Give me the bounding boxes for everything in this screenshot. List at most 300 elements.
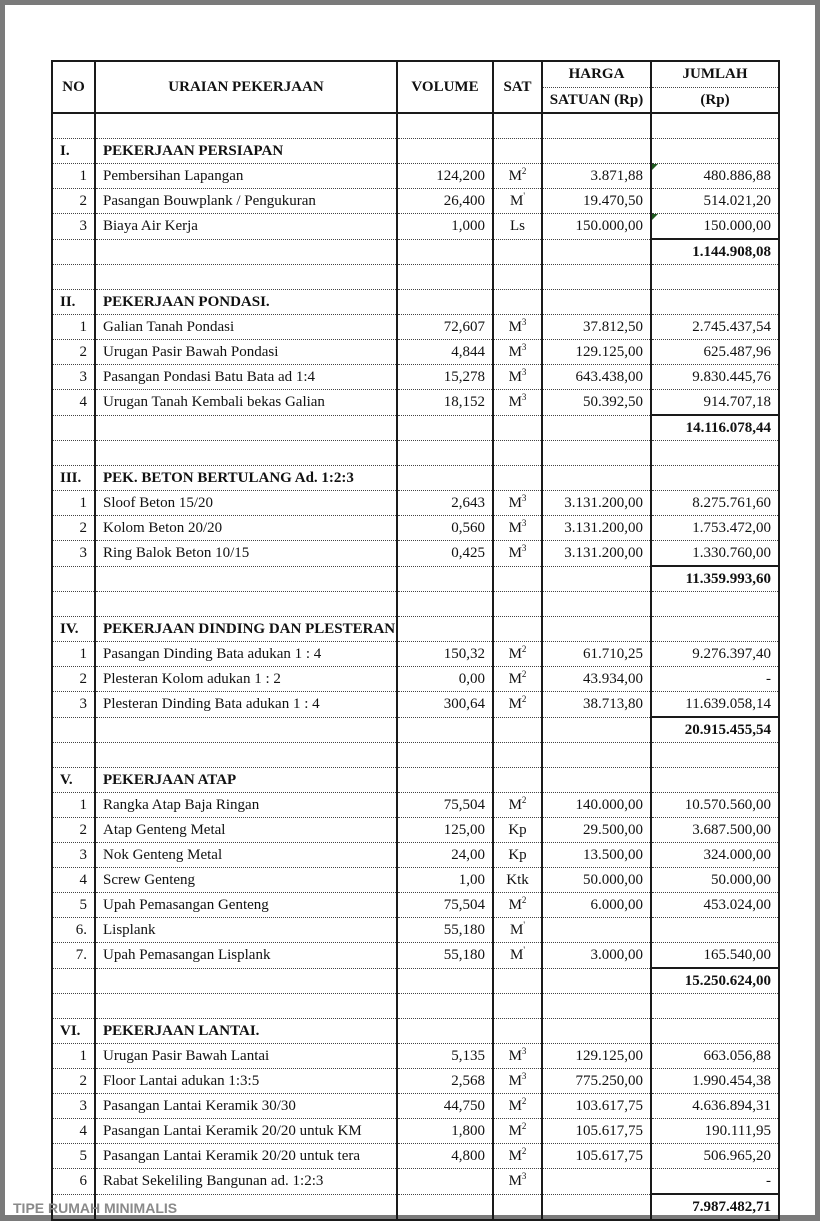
item-unit (493, 667, 542, 692)
table-row (52, 189, 779, 214)
empty-cell (397, 139, 493, 164)
item-volume: 0,560 (397, 516, 493, 541)
item-number: 3 (52, 541, 95, 567)
item-number: 4 (52, 390, 95, 416)
item-description: Ring Balok Beton 10/15 (95, 541, 397, 567)
item-unit-price: 3.131.200,00 (542, 541, 651, 567)
item-total: 50.000,00 (651, 868, 779, 893)
item-description: Nok Genteng Metal (95, 843, 397, 868)
item-volume: 55,180 (397, 943, 493, 969)
spacer-row (52, 113, 779, 139)
item-total: 9.830.445,76 (651, 365, 779, 390)
item-description: Urugan Tanah Kembali bekas Galian (95, 390, 397, 416)
section-title: PEKERJAAN DINDING DAN PLESTERAN (95, 617, 397, 642)
item-number: 3 (52, 692, 95, 718)
item-description: Pasangan Bouwplank / Pengukuran (95, 189, 397, 214)
empty-cell (95, 994, 397, 1019)
empty-cell (542, 290, 651, 315)
empty-cell (493, 968, 542, 994)
item-unit-base: M (508, 1123, 522, 1139)
item-volume: 24,00 (397, 843, 493, 868)
item-unit-base: M (508, 168, 522, 184)
item-volume: 1,000 (397, 214, 493, 240)
item-total: - (651, 1169, 779, 1195)
empty-cell (542, 415, 651, 441)
empty-cell (493, 113, 542, 139)
empty-cell (95, 239, 397, 265)
item-unit (493, 1044, 542, 1069)
item-unit-base: M (508, 394, 522, 411)
item-unit (493, 943, 542, 969)
item-unit-base: M (508, 1098, 522, 1114)
section-subtotal: 1.144.908,08 (651, 239, 779, 265)
empty-cell (542, 994, 651, 1019)
item-description: Pembersihan Lapangan (95, 164, 397, 189)
item-volume: 44,750 (397, 1094, 493, 1119)
item-volume: 4,800 (397, 1144, 493, 1169)
item-unit (493, 692, 542, 718)
section-number: III. (52, 466, 95, 491)
item-unit-price: 13.500,00 (542, 843, 651, 868)
item-unit-base: M (510, 947, 524, 964)
empty-cell (52, 968, 95, 994)
item-unit (493, 390, 542, 416)
spacer-row (52, 994, 779, 1019)
empty-cell (52, 743, 95, 768)
item-unit-base: M (508, 1048, 522, 1064)
empty-cell (95, 717, 397, 743)
empty-cell (52, 592, 95, 617)
item-description: Pasangan Dinding Bata adukan 1 : 4 (95, 642, 397, 667)
empty-cell (493, 994, 542, 1019)
item-volume: 75,504 (397, 893, 493, 918)
table-row (52, 1119, 779, 1144)
faint-page-title (305, 5, 525, 13)
table-row (52, 667, 779, 692)
empty-cell (493, 1194, 542, 1220)
item-number: 2 (52, 340, 95, 365)
section-number: VI. (52, 1019, 95, 1044)
item-unit (493, 1094, 542, 1119)
section-title: PEKERJAAN LANTAI. (95, 1019, 397, 1044)
item-unit-base: M (508, 1148, 522, 1164)
empty-cell (95, 592, 397, 617)
item-number: 3 (52, 1094, 95, 1119)
empty-cell (397, 290, 493, 315)
item-unit-price: 3.131.200,00 (542, 491, 651, 516)
section-number: IV. (52, 617, 95, 642)
item-volume: 5,135 (397, 1044, 493, 1069)
empty-cell (397, 592, 493, 617)
subtotal-row (52, 717, 779, 743)
table-row (52, 893, 779, 918)
item-description: Plesteran Dinding Bata adukan 1 : 4 (95, 692, 397, 718)
table-row (52, 491, 779, 516)
item-unit (493, 868, 542, 893)
table-row (52, 1094, 779, 1119)
empty-cell (397, 968, 493, 994)
item-unit-superscript: 2 (521, 669, 527, 679)
item-unit-superscript: 3 (521, 1171, 527, 1182)
item-volume: 0,425 (397, 541, 493, 567)
empty-cell (52, 441, 95, 466)
empty-cell (493, 717, 542, 743)
empty-cell (493, 290, 542, 315)
item-unit-base: Kp (508, 822, 527, 838)
item-volume: 4,844 (397, 340, 493, 365)
item-volume: 2,643 (397, 491, 493, 516)
empty-cell (397, 1019, 493, 1044)
item-number: 2 (52, 667, 95, 692)
item-unit-base: M (510, 193, 524, 209)
item-unit (493, 893, 542, 918)
table-row (52, 541, 779, 567)
item-unit-superscript: 2 (521, 895, 527, 905)
item-unit-price: 105.617,75 (542, 1144, 651, 1169)
item-number: 6 (52, 1169, 95, 1195)
cost-estimate-table (51, 60, 780, 1221)
empty-cell (651, 994, 779, 1019)
header-unit-price-bottom: SATUAN (Rp) (549, 92, 644, 108)
item-unit (493, 1119, 542, 1144)
empty-cell (397, 1194, 493, 1220)
item-unit-price: 29.500,00 (542, 818, 651, 843)
item-unit-base: M (508, 897, 522, 913)
section-header-row (52, 617, 779, 642)
item-total: 150.000,00 (651, 214, 779, 240)
item-number: 4 (52, 868, 95, 893)
item-unit (493, 315, 542, 340)
empty-cell (52, 265, 95, 290)
item-number: 5 (52, 893, 95, 918)
item-unit-superscript: 2 (521, 694, 527, 705)
empty-cell (542, 265, 651, 290)
empty-cell (542, 1194, 651, 1220)
item-unit (493, 918, 542, 943)
empty-cell (651, 592, 779, 617)
item-total: 190.111,95 (651, 1119, 779, 1144)
item-number: 1 (52, 1044, 95, 1069)
item-unit-base: M (508, 545, 522, 562)
item-number: 1 (52, 793, 95, 818)
subtotal-row (52, 566, 779, 592)
subtotal-row (52, 239, 779, 265)
item-unit-price: 37.812,50 (542, 315, 651, 340)
spacer-row (52, 265, 779, 290)
item-description: Rabat Sekeliling Bangunan ad. 1:2:3 (95, 1169, 397, 1195)
item-unit-base: M (508, 319, 522, 335)
item-description: Kolom Beton 20/20 (95, 516, 397, 541)
empty-cell (542, 239, 651, 265)
item-unit-superscript: 3 (521, 543, 527, 554)
item-number: 7. (52, 943, 95, 969)
empty-cell (651, 768, 779, 793)
table-row (52, 390, 779, 416)
item-volume: 26,400 (397, 189, 493, 214)
section-subtotal: 11.359.993,60 (651, 566, 779, 592)
item-unit-base: M (508, 495, 522, 511)
item-unit (493, 189, 542, 214)
item-volume: 2,568 (397, 1069, 493, 1094)
empty-cell (397, 743, 493, 768)
item-unit-superscript: 3 (521, 518, 527, 528)
section-subtotal: 20.915.455,54 (651, 717, 779, 743)
empty-cell (52, 239, 95, 265)
empty-cell (95, 743, 397, 768)
item-number: 3 (52, 843, 95, 868)
item-unit-price: 129.125,00 (542, 340, 651, 365)
empty-cell (651, 139, 779, 164)
item-unit-superscript: 2 (521, 1146, 527, 1156)
table-row (52, 164, 779, 189)
item-number: 1 (52, 642, 95, 667)
empty-cell (95, 441, 397, 466)
item-total: 3.687.500,00 (651, 818, 779, 843)
empty-cell (52, 113, 95, 139)
item-number: 5 (52, 1144, 95, 1169)
item-volume: 300,64 (397, 692, 493, 718)
item-unit-superscript: 3 (521, 367, 527, 377)
empty-cell (542, 592, 651, 617)
section-number: II. (52, 290, 95, 315)
item-description: Pasangan Lantai Keramik 20/20 untuk tera (95, 1144, 397, 1169)
empty-cell (397, 441, 493, 466)
item-unit-price (542, 918, 651, 943)
empty-cell (493, 415, 542, 441)
empty-cell (493, 617, 542, 642)
item-unit-base: M (508, 671, 522, 687)
table-row (52, 214, 779, 240)
empty-cell (493, 239, 542, 265)
empty-cell (493, 139, 542, 164)
section-subtotal: 14.116.078,44 (651, 415, 779, 441)
item-description: Pasangan Lantai Keramik 20/20 untuk KM (95, 1119, 397, 1144)
item-unit-base: M (508, 520, 522, 536)
table-row (52, 1144, 779, 1169)
item-unit-price: 140.000,00 (542, 793, 651, 818)
item-volume: 55,180 (397, 918, 493, 943)
item-number: 4 (52, 1119, 95, 1144)
item-total: 2.745.437,54 (651, 315, 779, 340)
item-unit (493, 1144, 542, 1169)
item-total: 8.275.761,60 (651, 491, 779, 516)
empty-cell (397, 113, 493, 139)
item-unit-superscript: 2 (521, 1096, 527, 1106)
item-unit-superscript: 2 (521, 795, 527, 805)
document-page (5, 5, 815, 1215)
item-unit-price: 50.392,50 (542, 390, 651, 416)
item-unit-superscript: 3 (521, 1046, 527, 1056)
table-row (52, 943, 779, 969)
item-unit (493, 516, 542, 541)
empty-cell (493, 466, 542, 491)
item-unit-price: 50.000,00 (542, 868, 651, 893)
item-description: Sloof Beton 15/20 (95, 491, 397, 516)
empty-cell (651, 441, 779, 466)
table-row (52, 1069, 779, 1094)
item-unit-superscript: 3 (521, 1071, 527, 1081)
section-number: V. (52, 768, 95, 793)
empty-cell (397, 617, 493, 642)
empty-cell (651, 743, 779, 768)
item-number: 3 (52, 214, 95, 240)
item-unit-price: 643.438,00 (542, 365, 651, 390)
item-description: Pasangan Pondasi Batu Bata ad 1:4 (95, 365, 397, 390)
item-unit (493, 164, 542, 189)
item-unit-price (542, 1169, 651, 1195)
item-unit (493, 340, 542, 365)
table-row (52, 868, 779, 893)
header-unit-price-top: HARGA (543, 62, 650, 88)
item-number: 1 (52, 315, 95, 340)
item-volume: 125,00 (397, 818, 493, 843)
item-description: Urugan Pasir Bawah Lantai (95, 1044, 397, 1069)
item-unit-price: 19.470,50 (542, 189, 651, 214)
table-row (52, 1169, 779, 1195)
item-unit-base: M (508, 646, 522, 662)
item-volume: 18,152 (397, 390, 493, 416)
item-volume: 0,00 (397, 667, 493, 692)
empty-cell (95, 113, 397, 139)
item-volume (397, 1169, 493, 1195)
section-header-row (52, 290, 779, 315)
item-volume: 75,504 (397, 793, 493, 818)
item-unit-superscript: ' (523, 920, 525, 930)
subtotal-row (52, 415, 779, 441)
item-total: 11.639.058,14 (651, 692, 779, 718)
item-unit-price: 129.125,00 (542, 1044, 651, 1069)
item-unit-price: 150.000,00 (542, 214, 651, 240)
item-number: 2 (52, 189, 95, 214)
empty-cell (542, 617, 651, 642)
item-unit (493, 818, 542, 843)
section-header-row (52, 466, 779, 491)
item-total: - (651, 667, 779, 692)
item-description: Biaya Air Kerja (95, 214, 397, 240)
item-unit-base: M (508, 696, 522, 713)
item-description: Galian Tanah Pondasi (95, 315, 397, 340)
item-total: 625.487,96 (651, 340, 779, 365)
section-subtotal: 7.987.482,71 (651, 1194, 779, 1220)
item-unit-superscript: 3 (521, 317, 527, 327)
item-volume: 150,32 (397, 642, 493, 667)
item-unit (493, 793, 542, 818)
empty-cell (52, 566, 95, 592)
empty-cell (95, 566, 397, 592)
item-unit-base: M (508, 797, 522, 813)
empty-cell (651, 290, 779, 315)
item-description: Urugan Pasir Bawah Pondasi (95, 340, 397, 365)
item-total: 514.021,20 (651, 189, 779, 214)
table-row (52, 918, 779, 943)
empty-cell (542, 113, 651, 139)
header-total-bottom: (Rp) (700, 92, 730, 108)
empty-cell (95, 968, 397, 994)
empty-cell (52, 717, 95, 743)
table-row (52, 315, 779, 340)
empty-cell (397, 717, 493, 743)
section-number: I. (52, 139, 95, 164)
empty-cell (542, 768, 651, 793)
section-title: PEKERJAAN ATAP (95, 768, 397, 793)
item-unit-price: 103.617,75 (542, 1094, 651, 1119)
empty-cell (397, 239, 493, 265)
empty-cell (95, 265, 397, 290)
section-header-row (52, 768, 779, 793)
item-total: 506.965,20 (651, 1144, 779, 1169)
item-unit-price: 3.000,00 (542, 943, 651, 969)
item-unit-superscript: ' (523, 945, 525, 956)
section-subtotal: 15.250.624,00 (651, 968, 779, 994)
empty-cell (397, 466, 493, 491)
item-unit-price: 775.250,00 (542, 1069, 651, 1094)
item-total: 1.990.454,38 (651, 1069, 779, 1094)
item-unit-price: 3.131.200,00 (542, 516, 651, 541)
item-unit (493, 642, 542, 667)
item-total: 324.000,00 (651, 843, 779, 868)
table-body (52, 113, 779, 1220)
empty-cell (493, 566, 542, 592)
item-number: 1 (52, 164, 95, 189)
section-title: PEKERJAAN PERSIAPAN (95, 139, 397, 164)
table-row (52, 793, 779, 818)
empty-cell (52, 994, 95, 1019)
item-total: 1.753.472,00 (651, 516, 779, 541)
item-number: 3 (52, 365, 95, 390)
item-description: Upah Pemasangan Lisplank (95, 943, 397, 969)
empty-cell (542, 968, 651, 994)
item-unit-base: M (508, 1073, 522, 1089)
table-row (52, 1044, 779, 1069)
section-header-row (52, 139, 779, 164)
item-unit-price: 61.710,25 (542, 642, 651, 667)
item-unit-base: Kp (508, 847, 527, 863)
item-volume: 15,278 (397, 365, 493, 390)
item-number: 1 (52, 491, 95, 516)
empty-cell (542, 717, 651, 743)
item-unit (493, 1169, 542, 1195)
empty-cell (651, 265, 779, 290)
item-unit-base: Ls (510, 218, 525, 235)
item-unit (493, 491, 542, 516)
empty-cell (542, 139, 651, 164)
item-description: Floor Lantai adukan 1:3:5 (95, 1069, 397, 1094)
item-total: 453.024,00 (651, 893, 779, 918)
empty-cell (397, 566, 493, 592)
item-description: Rangka Atap Baja Ringan (95, 793, 397, 818)
item-total: 1.330.760,00 (651, 541, 779, 567)
item-unit-price: 38.713,80 (542, 692, 651, 718)
item-unit-price: 3.871,88 (542, 164, 651, 189)
empty-cell (542, 466, 651, 491)
item-description: Atap Genteng Metal (95, 818, 397, 843)
empty-cell (52, 415, 95, 441)
watermark-text: TIPE RUMAH MINIMALIS (13, 1200, 178, 1216)
item-unit-base: M (508, 369, 522, 385)
item-unit-base: M (510, 922, 524, 938)
item-total: 914.707,18 (651, 390, 779, 416)
item-description: Plesteran Kolom adukan 1 : 2 (95, 667, 397, 692)
section-title: PEK. BETON BERTULANG Ad. 1:2:3 (95, 466, 397, 491)
item-unit-superscript: 2 (521, 1121, 527, 1131)
empty-cell (651, 466, 779, 491)
spacer-row (52, 743, 779, 768)
table-row (52, 340, 779, 365)
item-total: 480.886,88 (651, 164, 779, 189)
item-total: 4.636.894,31 (651, 1094, 779, 1119)
empty-cell (397, 768, 493, 793)
item-description: Lisplank (95, 918, 397, 943)
